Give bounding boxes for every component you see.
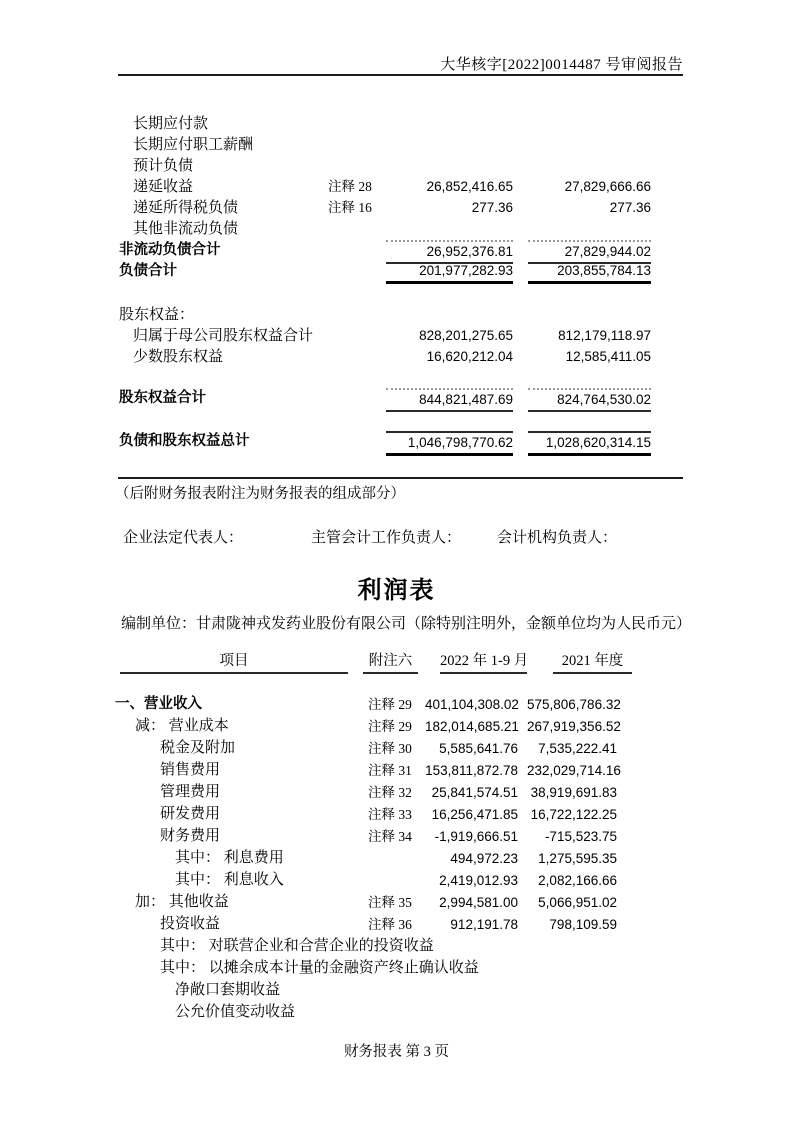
row-label: 公允价值变动收益 [175, 1004, 296, 1020]
table-row [115, 738, 632, 760]
table-row [119, 135, 651, 156]
note-ref: 注释 29 [368, 719, 412, 734]
note-ref: 注释 32 [368, 785, 412, 800]
company-name: 甘肃陇神戎发药业股份有限公司 [196, 616, 407, 632]
value-2022: 2,419,012.93 [439, 873, 518, 888]
value-2022: 201,977,282.93 [386, 261, 513, 284]
row-label: 加： 其他收益 [135, 894, 229, 910]
row-label: 税金及附加 [160, 740, 236, 756]
value-2022: 25,841,574.51 [431, 785, 518, 800]
value-2022: 912,191.78 [450, 917, 518, 932]
row-label: 递延所得税负债 [133, 200, 239, 216]
table-row [119, 347, 651, 368]
value-2021: 824,764,530.02 [528, 388, 651, 412]
notes-attachment-line: （后附财务报表附注为财务报表的组成部分） [115, 486, 405, 502]
table-row [115, 804, 632, 826]
note-ref: 注释 36 [368, 917, 412, 932]
value-2022: -1,919,666.51 [434, 829, 518, 844]
column-header-2021: 2021 年度 [553, 650, 632, 674]
row-label: 一、营业收入 [115, 696, 202, 712]
table-row [115, 870, 632, 892]
value-2021: 812,179,118.97 [558, 328, 651, 343]
value-2021: -715,523.75 [544, 829, 617, 844]
value-2022: 26,952,376.81 [386, 240, 513, 264]
value-2022: 494,972.23 [450, 851, 518, 866]
table-row [115, 936, 632, 958]
note-ref: 注释 28 [328, 179, 372, 194]
table-row [119, 326, 651, 347]
value-2021: 7,535,222.41 [538, 741, 617, 756]
table-row [119, 177, 651, 198]
value-2021: 575,806,786.32 [527, 697, 621, 712]
income-statement-table [115, 650, 632, 1024]
row-label: 其中： 利息收入 [175, 872, 284, 888]
income-statement-title: 利润表 [357, 577, 436, 604]
table-row-total [119, 240, 651, 261]
note-ref: 注释 35 [368, 895, 412, 910]
row-label: 少数股东权益 [133, 349, 224, 365]
table-row [115, 826, 632, 848]
value-2022: 277.36 [471, 200, 513, 215]
value-2022: 26,852,416.65 [426, 179, 513, 194]
note-ref: 注释 29 [368, 697, 412, 712]
table-row [115, 694, 632, 716]
table-row [115, 892, 632, 914]
currency-unit-note: （除特别注明外，金额单位均为人民币元） [406, 616, 692, 632]
row-label: 减： 营业成本 [135, 718, 229, 734]
row-label: 长期应付款 [133, 116, 209, 132]
table-header-row [115, 650, 632, 674]
row-label: 净敞口套期收益 [175, 982, 281, 998]
value-2022: 401,104,308.02 [425, 697, 519, 712]
value-2022: 16,620,212.04 [426, 349, 513, 364]
value-2021: 16,722,122.25 [530, 807, 617, 822]
note-ref: 注释 34 [368, 829, 412, 844]
table-row [119, 156, 651, 177]
row-label: 股东权益： [119, 307, 195, 323]
note-ref: 注释 30 [368, 741, 412, 756]
row-label: 长期应付职工薪酬 [133, 137, 254, 153]
value-2021: 798,109.59 [549, 917, 617, 932]
value-2021: 232,029,714.16 [527, 763, 621, 778]
section-divider [118, 477, 683, 479]
value-2021: 277.36 [609, 200, 651, 215]
value-2022: 153,811,872.78 [425, 763, 518, 778]
table-row [115, 914, 632, 936]
value-2022: 2,994,581.00 [439, 895, 518, 910]
value-2022: 844,821,487.69 [386, 388, 513, 412]
column-header-2022: 2022 年 1-9 月 [440, 650, 527, 674]
row-label: 投资收益 [160, 916, 221, 932]
value-2021: 1,275,595.35 [538, 851, 617, 866]
table-body [115, 694, 632, 1024]
row-label: 递延收益 [133, 179, 194, 195]
header-divider [118, 74, 683, 76]
table-row [115, 958, 632, 980]
signature-row [0, 526, 793, 547]
table-row-total [119, 431, 651, 452]
row-label: 负债合计 [119, 263, 177, 279]
row-label: 财务费用 [160, 828, 221, 844]
value-2022: 182,014,685.21 [425, 719, 519, 734]
prepared-by: 编制单位：甘肃陇神戎发药业股份有限公司 [121, 616, 407, 632]
value-2021: 38,919,691.83 [530, 785, 617, 800]
table-row [119, 219, 651, 240]
table-row [115, 782, 632, 804]
note-ref: 注释 33 [368, 807, 412, 822]
table-row [115, 760, 632, 782]
row-label: 其中： 对联营企业和合营企业的投资收益 [160, 938, 434, 954]
column-header-item: 项目 [120, 650, 348, 674]
table-row-total [119, 261, 651, 282]
legal-representative-label: 企业法定代表人： [123, 530, 244, 546]
table-row [119, 305, 651, 326]
value-2021: 5,066,951.02 [538, 895, 617, 910]
value-2021: 27,829,944.02 [528, 240, 651, 264]
value-2021: 2,082,166.66 [538, 873, 617, 888]
chief-accountant-label: 主管会计工作负责人： [311, 530, 462, 546]
note-ref: 注释 31 [368, 763, 412, 778]
row-label: 非流动负债合计 [119, 242, 221, 258]
value-2021: 267,919,356.52 [527, 719, 621, 734]
table-row [119, 198, 651, 219]
row-label: 归属于母公司股东权益合计 [133, 328, 314, 344]
page-footer: 财务报表 第 3 页 [343, 1044, 450, 1060]
row-label: 管理费用 [160, 784, 221, 800]
value-2021: 203,855,784.13 [528, 261, 651, 284]
value-2022: 828,201,275.65 [419, 328, 513, 343]
table-row [119, 114, 651, 135]
note-ref: 注释 16 [328, 200, 372, 215]
row-label: 其中： 以摊余成本计量的金融资产终止确认收益 [160, 960, 479, 976]
row-label: 研发费用 [160, 806, 221, 822]
value-2021: 12,585,411.05 [565, 349, 651, 364]
value-2022: 5,585,641.76 [439, 741, 518, 756]
table-row-total [119, 388, 651, 409]
row-label: 其中： 利息费用 [175, 850, 284, 866]
row-label: 负债和股东权益总计 [119, 433, 250, 449]
value-2021: 1,028,620,314.15 [528, 431, 651, 456]
accounting-head-label: 会计机构负责人： [497, 530, 618, 546]
row-label: 其他非流动负债 [133, 221, 239, 237]
value-2022: 1,046,798,770.62 [386, 431, 513, 456]
value-2022: 16,256,471.85 [431, 807, 518, 822]
report-number: 大华核字[2022]0014487 号审阅报告 [440, 57, 683, 73]
row-label: 股东权益合计 [119, 390, 206, 406]
row-label: 销售费用 [160, 762, 221, 778]
table-row [115, 716, 632, 738]
row-label: 预计负债 [133, 158, 194, 174]
balance-sheet-section [119, 114, 651, 452]
table-row [115, 848, 632, 870]
column-header-note: 附注六 [363, 650, 418, 674]
table-row [115, 1002, 632, 1024]
value-2021: 27,829,666.66 [564, 179, 651, 194]
prepared-by-row [121, 612, 692, 633]
table-row [115, 980, 632, 1002]
